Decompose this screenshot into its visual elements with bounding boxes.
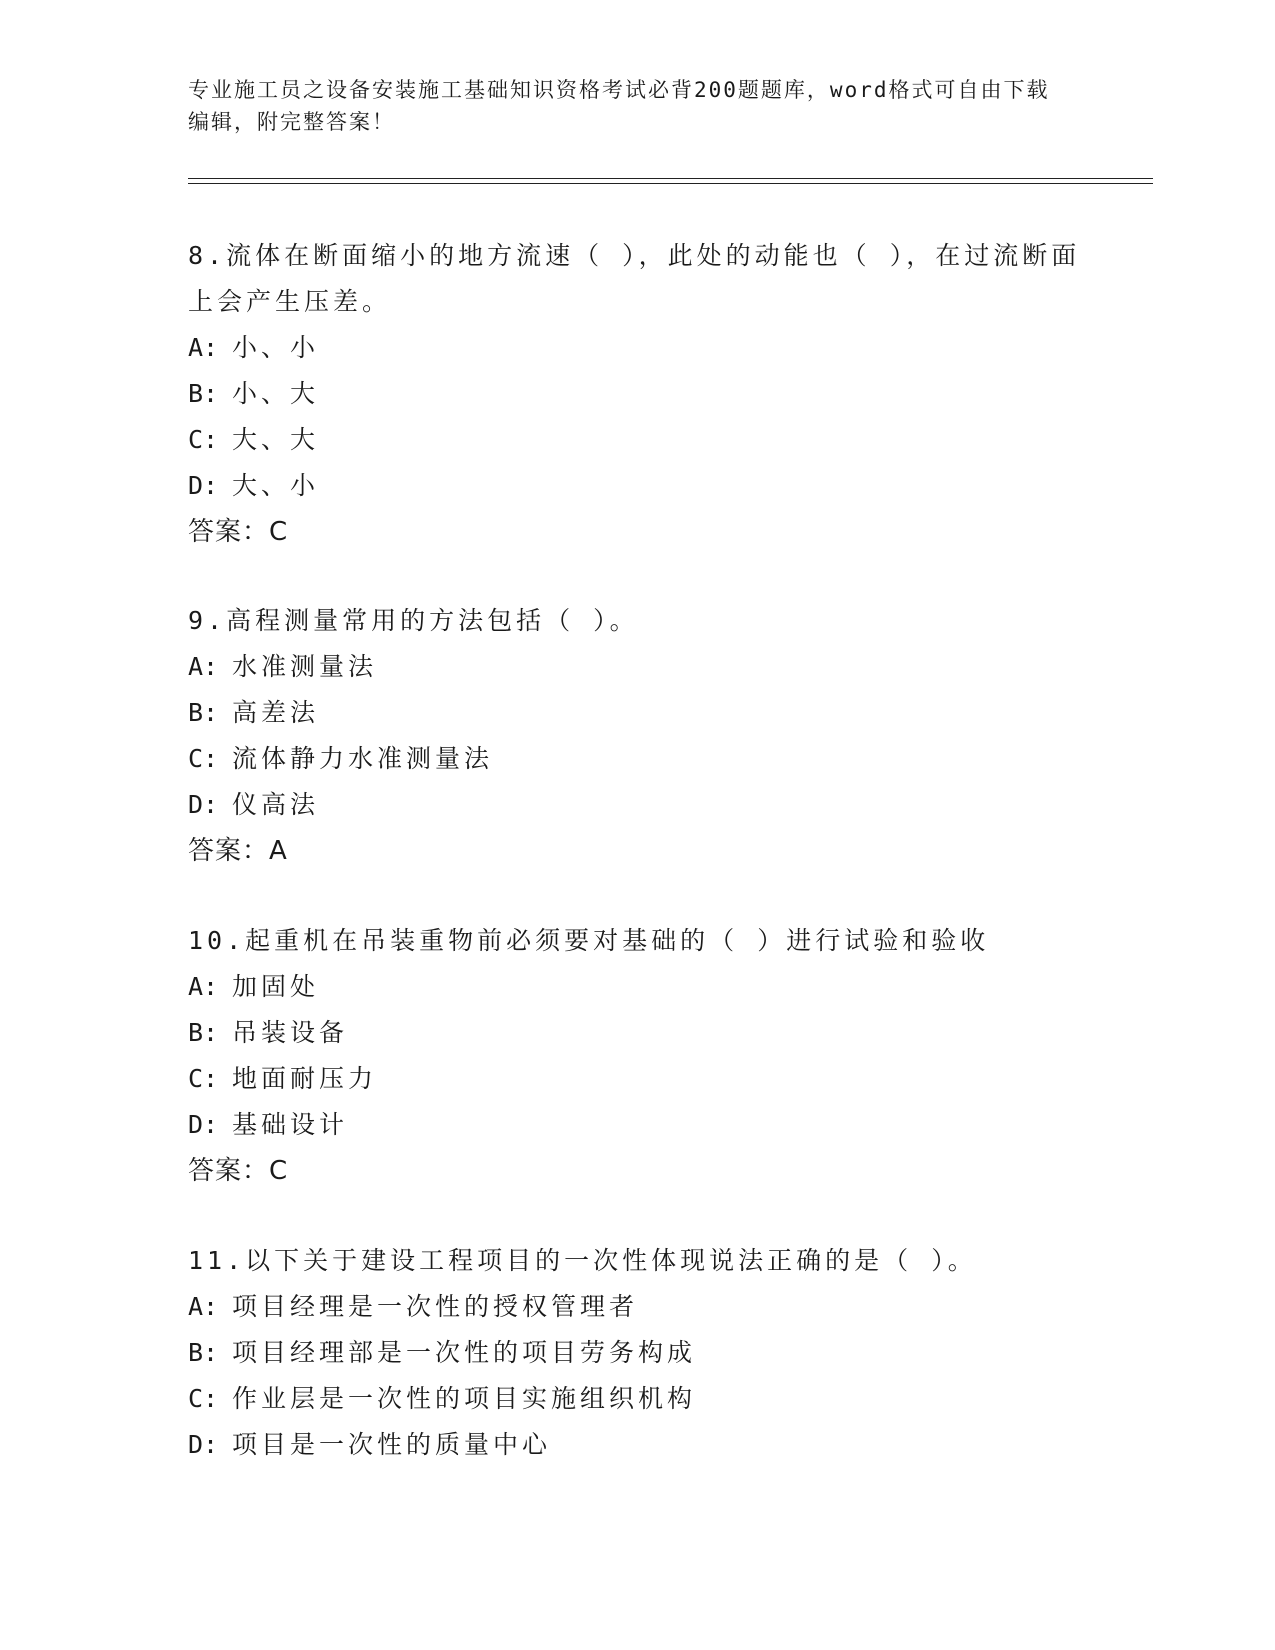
document-header xyxy=(188,74,1068,138)
option-letter: D: xyxy=(188,1110,219,1139)
option-c xyxy=(188,1376,1088,1422)
option-letter: D: xyxy=(188,471,219,500)
option-letter: D: xyxy=(188,790,219,819)
header-divider-bottom xyxy=(188,183,1153,184)
option-text: 仪高法 xyxy=(232,790,320,819)
option-text: 水准测量法 xyxy=(232,652,378,681)
option-b xyxy=(188,690,1088,736)
question-stem: 9.高程测量常用的方法包括（ ）。 xyxy=(188,606,639,635)
option-c xyxy=(188,417,1088,463)
option-d xyxy=(188,782,1088,828)
option-text: 吊装设备 xyxy=(232,1018,349,1047)
option-text: 基础设计 xyxy=(232,1110,349,1139)
option-letter: B: xyxy=(188,379,219,408)
option-letter: C: xyxy=(188,425,219,454)
option-text: 项目经理是一次性的授权管理者 xyxy=(232,1292,639,1321)
question-9 xyxy=(188,598,1088,874)
option-d xyxy=(188,1102,1088,1148)
answer-line: 答案：A xyxy=(188,836,288,866)
option-b xyxy=(188,371,1088,417)
option-text: 加固处 xyxy=(232,972,320,1001)
option-d xyxy=(188,463,1088,509)
option-b xyxy=(188,1330,1088,1376)
option-letter: B: xyxy=(188,1018,219,1047)
option-letter: D: xyxy=(188,1430,219,1459)
option-text: 流体静力水准测量法 xyxy=(232,744,494,773)
option-letter: B: xyxy=(188,698,219,727)
option-c xyxy=(188,1056,1088,1102)
option-d xyxy=(188,1422,1088,1468)
option-a xyxy=(188,1284,1088,1330)
option-text: 地面耐压力 xyxy=(232,1064,378,1093)
option-a xyxy=(188,644,1088,690)
option-letter: C: xyxy=(188,744,219,773)
option-text: 项目是一次性的质量中心 xyxy=(232,1430,552,1459)
option-letter: A: xyxy=(188,972,219,1001)
answer-line: 答案：C xyxy=(188,1156,289,1186)
option-text: 大、大 xyxy=(232,425,320,454)
option-letter: A: xyxy=(188,652,219,681)
option-letter: A: xyxy=(188,1292,219,1321)
option-a xyxy=(188,964,1088,1010)
header-divider-top xyxy=(188,178,1153,179)
option-text: 高差法 xyxy=(232,698,320,727)
option-letter: B: xyxy=(188,1338,219,1367)
question-stem: 11.以下关于建设工程项目的一次性体现说法正确的是（ ）。 xyxy=(188,1246,977,1275)
question-10 xyxy=(188,918,1088,1194)
option-b xyxy=(188,1010,1088,1056)
option-letter: C: xyxy=(188,1384,219,1413)
question-stem: 8.流体在断面缩小的地方流速（ ），此处的动能也（ ），在过流断面上会产生压差。 xyxy=(188,241,1081,316)
header-text: 专业施工员之设备安装施工基础知识资格考试必背200题题库，word格式可自由下载编辑，附完整答案！ xyxy=(188,78,1050,134)
option-text: 作业层是一次性的项目实施组织机构 xyxy=(232,1384,697,1413)
option-letter: C: xyxy=(188,1064,219,1093)
option-letter: A: xyxy=(188,333,219,362)
option-c xyxy=(188,736,1088,782)
question-stem: 10.起重机在吊装重物前必须要对基础的（ ）进行试验和验收 xyxy=(188,926,990,955)
option-text: 大、小 xyxy=(232,471,320,500)
answer-line: 答案：C xyxy=(188,517,289,547)
question-8 xyxy=(188,233,1088,555)
option-a xyxy=(188,325,1088,371)
question-11 xyxy=(188,1238,1088,1468)
option-text: 项目经理部是一次性的项目劳务构成 xyxy=(232,1338,697,1367)
option-text: 小、大 xyxy=(232,379,320,408)
option-text: 小、小 xyxy=(232,333,320,362)
